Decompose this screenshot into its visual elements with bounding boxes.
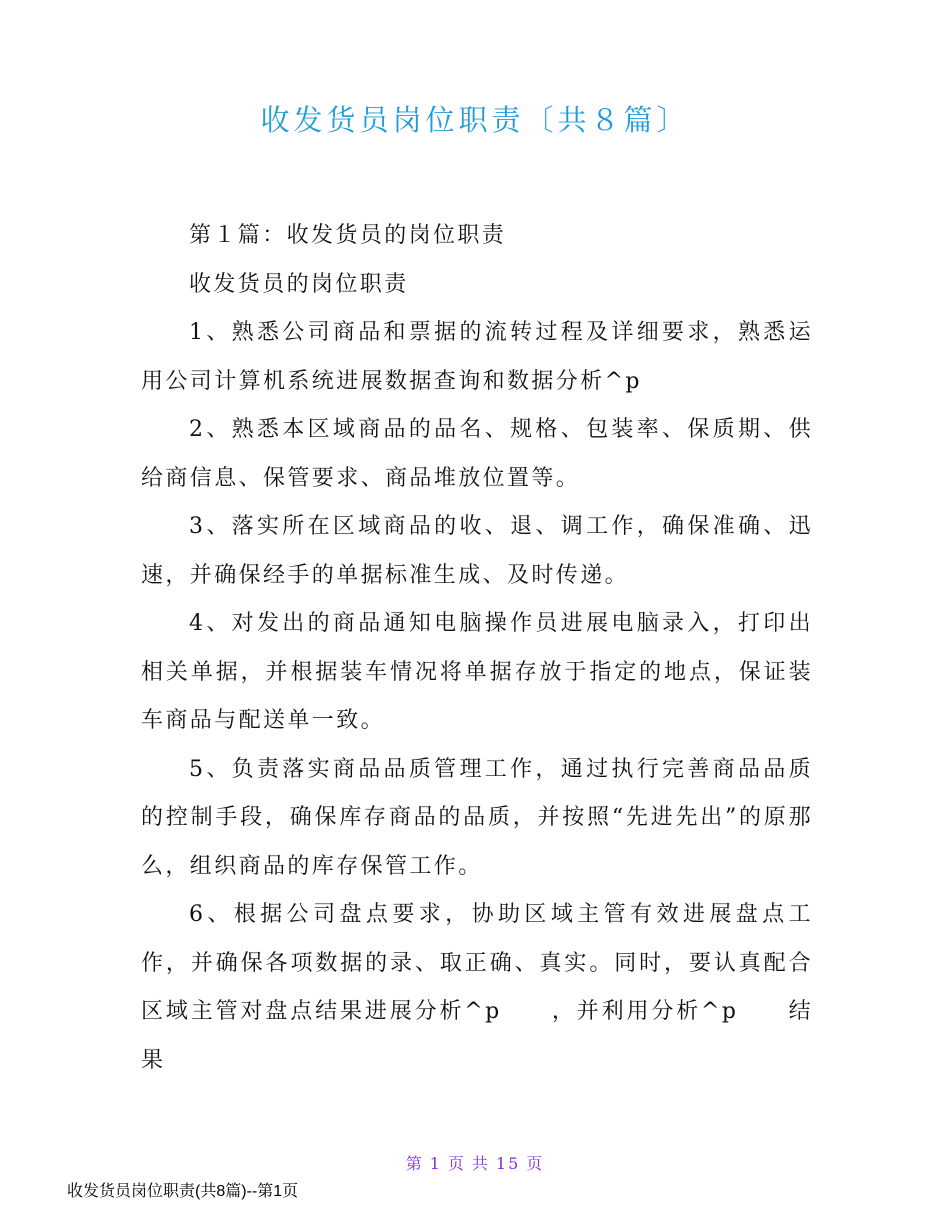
section-heading: 第１篇：收发货员的岗位职责: [189, 223, 507, 248]
total-page-count: 15: [495, 1154, 521, 1173]
body-paragraph: 4、对发出的商品通知电脑操作员进展电脑录入，打印出相关单据，并根据装车情况将单据存放于指定的地点，保证装车商品与配送单一致。: [141, 611, 813, 733]
body-paragraph: 6、根据公司盘点要求，协助区域主管有效进展盘点工作，并确保各项数据的录、取正确、真实。同时，要认真配合区域主管对盘点结果进展分析^p ，并利用分析^p 结果: [141, 902, 813, 1073]
document-caption: 收发货员岗位职责(共8篇)--第1页: [67, 1183, 299, 1200]
subsection-heading: 收发货员的岗位职责: [189, 271, 409, 297]
document-title: 收发货员岗位职责〔共８篇〕: [260, 103, 690, 137]
page-number-footer: 第 1 页 共 15 页: [405, 1154, 545, 1173]
current-page-number: 1: [429, 1154, 442, 1173]
body-paragraph: 3、落实所在区域商品的收、退、调工作，确保准确、迅速，并确保经手的单据标准生成、及时传递。: [141, 514, 813, 588]
body-paragraph: 1、熟悉公司商品和票据的流转过程及详细要求，熟悉运用公司计算机系统进展数据查询和数据分析^p: [141, 320, 813, 394]
document-body: [141, 212, 813, 1085]
body-paragraph: 5、负责落实商品品质管理工作，通过执行完善商品品质的控制手段，确保库存商品的品质，并按照“先进先出”的原那么，组织商品的库存保管工作。: [141, 756, 813, 879]
body-paragraph: 2、熟悉本区域商品的品名、规格、包装率、保质期、供给商信息、保管要求、商品堆放位置等。: [141, 417, 813, 491]
